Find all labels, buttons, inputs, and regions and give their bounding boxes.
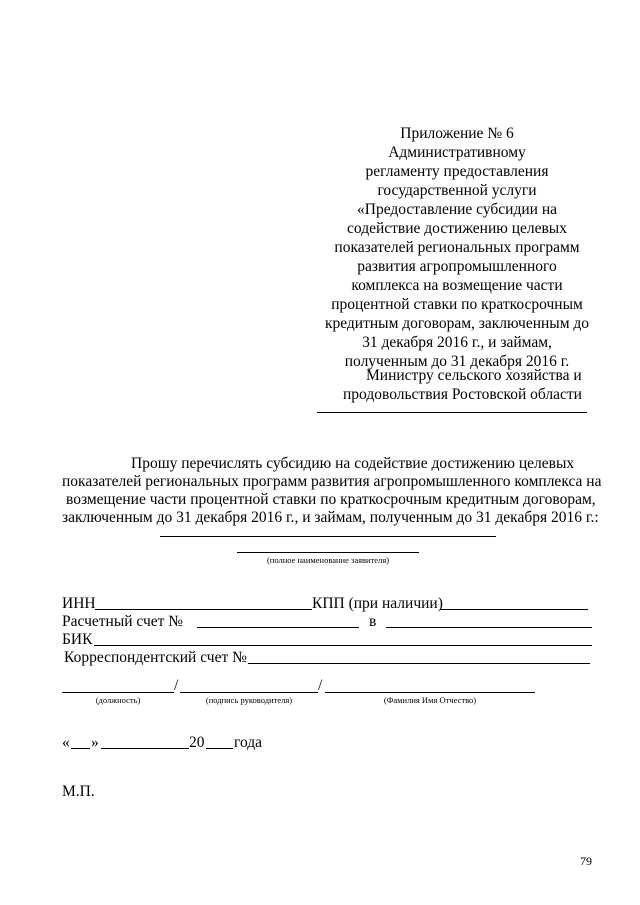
bik-label: БИК xyxy=(62,631,93,648)
header-line: регламенту предоставления xyxy=(365,163,549,180)
request-line-4: заключенным до 31 декабря 2016 г., и займам, полученным до 31 декабря 2016 г.: xyxy=(62,509,599,526)
signature-field[interactable] xyxy=(180,692,318,693)
date-year-prefix: 20 xyxy=(189,734,205,751)
header-line: полученным до 31 декабря 2016 г. xyxy=(344,353,570,370)
header-line: процентной ставки по краткосрочным xyxy=(331,296,583,313)
date-close-quote: » xyxy=(91,734,99,751)
page-number: 79 xyxy=(580,854,592,868)
date-open-quote: « xyxy=(62,734,70,751)
date-year-field[interactable] xyxy=(206,748,233,749)
header-line: комплекса на возмещение части xyxy=(351,277,563,294)
bank-in-label: в xyxy=(369,613,377,630)
date-month-field[interactable] xyxy=(101,748,189,749)
request-line-1: Прошу перечислять субсидию на содействие достижению целевых xyxy=(131,455,575,472)
date-day-field[interactable] xyxy=(71,748,90,749)
full-name-field[interactable] xyxy=(325,692,535,693)
header-line: развития агропромышленного xyxy=(357,258,557,275)
kpp-label: КПП (при наличии) xyxy=(312,595,443,612)
applicant-name-line-2 xyxy=(237,552,419,553)
header-line: кредитным договорам, заключенным до xyxy=(324,315,590,332)
inn-field[interactable] xyxy=(95,609,312,610)
applicant-caption: (полное наименование заявителя) xyxy=(266,555,390,565)
bik-field[interactable] xyxy=(94,645,592,646)
header-block xyxy=(322,124,592,371)
header-line: содействие достижению целевых xyxy=(347,220,567,237)
inn-label: ИНН xyxy=(62,595,96,612)
position-caption: (должность) xyxy=(95,695,141,705)
addressee-line-1: Министру сельского хозяйства и xyxy=(366,367,582,384)
corr-account-field[interactable] xyxy=(248,663,590,664)
header-line: 31 декабря 2016 г., и займам, xyxy=(362,334,552,351)
account-label: Расчетный счет № xyxy=(62,613,184,630)
header-line: «Предоставление субсидии на xyxy=(357,201,557,218)
position-field[interactable] xyxy=(62,692,174,693)
separator: / xyxy=(318,677,323,694)
addressee-line-2: продовольствия Ростовской области xyxy=(343,386,582,403)
signature-caption: (подпись руководителя) xyxy=(205,695,293,705)
header-line: показателей региональных программ xyxy=(334,239,580,256)
kpp-field[interactable] xyxy=(440,609,588,610)
applicant-name-line-1 xyxy=(160,536,496,537)
header-line: государственной услуги xyxy=(377,182,537,199)
full-name-caption: (Фамилия Имя Отчество) xyxy=(383,695,477,705)
header-line: Административному xyxy=(388,144,526,161)
request-line-2: показателей региональных программ развития агропромышленного комплекса на xyxy=(62,473,602,490)
separator: / xyxy=(174,677,179,694)
bank-field[interactable] xyxy=(386,627,592,628)
stamp-label: М.П. xyxy=(62,783,95,800)
request-line-3: возмещение части процентной ставки по краткосрочным кредитным договорам, xyxy=(66,491,596,508)
corr-account-label: Корреспондентский счет № xyxy=(64,649,247,666)
date-year-suffix: года xyxy=(234,734,263,751)
addressee-underline xyxy=(317,412,587,413)
appendix-title: Приложение № 6 xyxy=(400,125,514,142)
account-field[interactable] xyxy=(197,627,359,628)
